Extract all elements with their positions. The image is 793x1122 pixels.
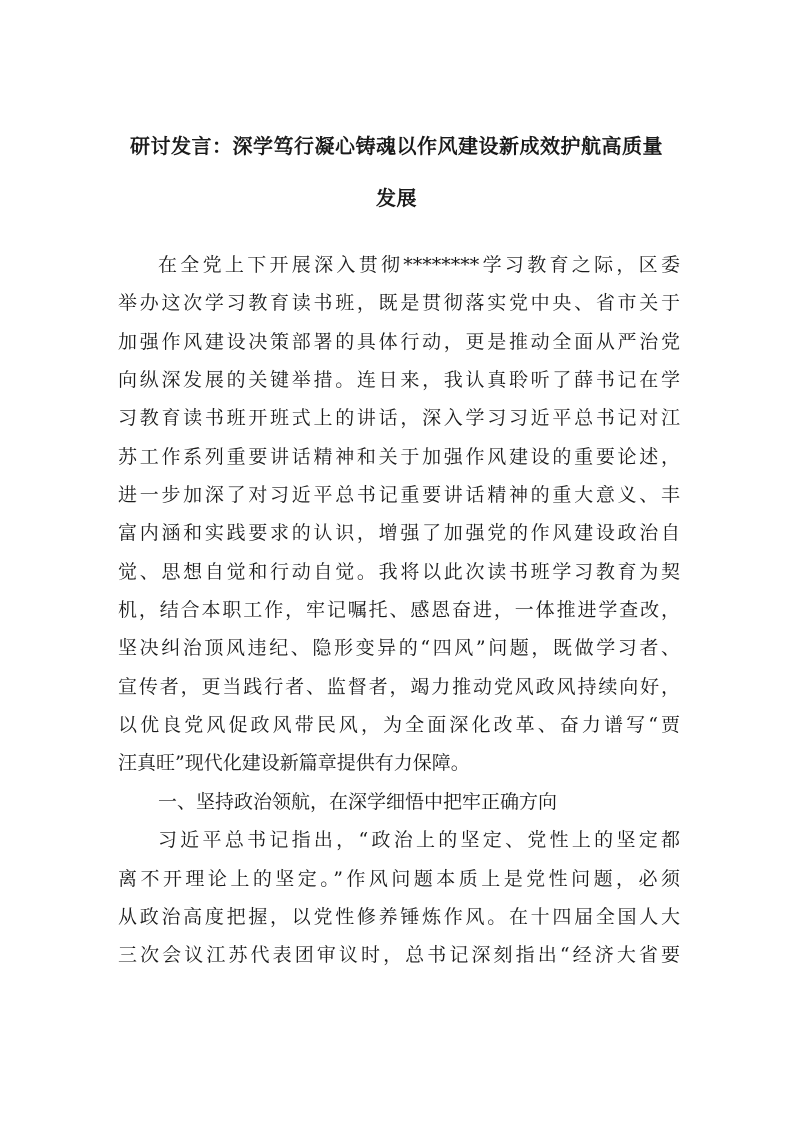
document-title-line-2: 发展 (376, 186, 417, 210)
paragraph-1-line: 机，结合本职工作，牢记嘱托、感恩奋进，一体推进学查改， (118, 599, 680, 622)
paragraph-1-line: 以优良党风促政风带民风，为全面深化改革、奋力谱写“贾 (118, 714, 680, 737)
paragraph-1-line: 在全党上下开展深入贯彻********学习教育之际，区委 (158, 254, 680, 276)
paragraph-1-line: 宣传者，更当践行者、监督者，竭力推动党风政风持续向好， (118, 675, 680, 698)
paragraph-2-line: 三次会议江苏代表团审议时，总书记深刻指出“经济大省要 (118, 944, 680, 967)
paragraph-1-line: 苏工作系列重要讲话精神和关于加强作风建设的重要论述， (118, 445, 680, 468)
paragraph-2-line: 离不开理论上的坚定。”作风问题本质上是党性问题，必须 (118, 867, 680, 890)
paragraph-1-line: 加强作风建设决策部署的具体行动，更是推动全面从严治党 (118, 330, 680, 353)
document-title-line-1: 研讨发言：深学笃行凝心铸魂以作风建设新成效护航高质量 (130, 134, 663, 158)
paragraph-1-line: 汪真旺”现代化建设新篇章提供有力保障。 (118, 752, 470, 775)
paragraph-2-line: 习近平总书记指出，“政治上的坚定、党性上的坚定都 (158, 829, 680, 852)
paragraph-1-line: 向纵深发展的关键举措。连日来，我认真聆听了薛书记在学 (118, 369, 680, 392)
document-body (118, 246, 680, 975)
paragraph-2-line: 从政治高度把握，以党性修养锤炼作风。在十四届全国人大 (118, 905, 680, 928)
paragraph-1-line: 习教育读书班开班式上的讲话，深入学习习近平总书记对江 (118, 407, 680, 430)
paragraph-1-line: 举办这次学习教育读书班，既是贯彻落实党中央、省市关于 (118, 292, 680, 315)
paragraph-1-line: 进一步加深了对习近平总书记重要讲话精神的重大意义、丰 (118, 484, 680, 507)
paragraph-1-line: 觉、思想自觉和行动自觉。我将以此次读书班学习教育为契 (118, 560, 680, 583)
paragraph-1-line: 富内涵和实践要求的认识，增强了加强党的作风建设政治自 (118, 522, 680, 545)
paragraph-1-line: 坚决纠治顶风违纪、隐形变异的“四风”问题，既做学习者、 (118, 637, 680, 660)
section-heading-1: 一、坚持政治领航，在深学细悟中把牢正确方向 (158, 790, 558, 813)
